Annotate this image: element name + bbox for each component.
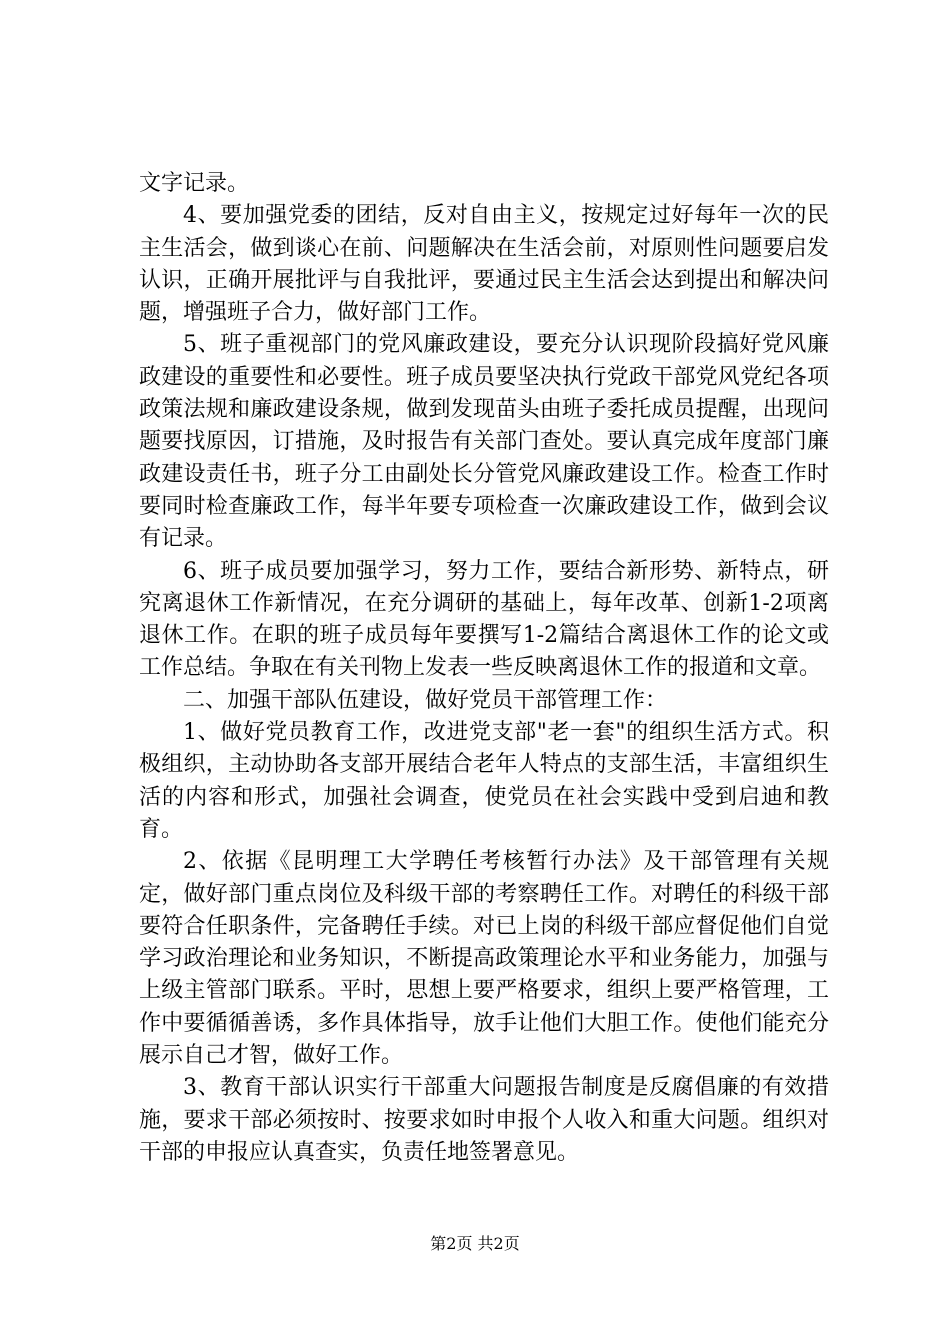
- paragraph-item-5: 5、班子重视部门的党风廉政建设，要充分认识现阶段搞好党风廉政建设的重要性和必要性。班子成员要坚决执行党政干部党风党纪各项政策法规和廉政建设条规，做到发现苗头由班子委托成员提醒，出现问题要找原因，订措施，及时报告有关部门查处。要认真完成年度部门廉政建设责任书，班子分工由副处长分管党风廉政建设工作。检查工作时要同时检查廉政工作，每半年要专项检查一次廉政建设工作，做到会议有记录。: [139, 332, 829, 552]
- document-body: [139, 168, 829, 1169]
- paragraph-sub-3: 3、教育干部认识实行干部重大问题报告制度是反腐倡廉的有效措施，要求干部必须按时、按要求如时申报个人收入和重大问题。组织对干部的申报应认真查实，负责任地签署意见。: [139, 1075, 829, 1165]
- paragraph-item-4: 4、要加强党委的团结，反对自由主义，按规定过好每年一次的民主生活会，做到谈心在前、问题解决在生活会前，对原则性问题要启发认识，正确开展批评与自我批评，要通过民主生活会达到提出和解决问题，增强班子合力，做好部门工作。: [139, 203, 829, 326]
- section-heading-2: 二、加强干部队伍建设，做好党员干部管理工作：: [183, 687, 668, 713]
- paragraph-continuation: 文字记录。: [139, 171, 250, 196]
- paragraph-item-6: 6、班子成员要加强学习，努力工作，要结合新形势、新特点，研究离退休工作新情况，在充分调研的基础上，每年改革、创新1-2项离退休工作。在职的班子成员每年要撰写1-2篇结合离退休工作的论文或工作总结。争取在有关刊物上发表一些反映离退休工作的报道和文章。: [139, 558, 829, 681]
- paragraph-sub-2: 2、依据《昆明理工大学聘任考核暂行办法》及干部管理有关规定，做好部门重点岗位及科级干部的考察聘任工作。对聘任的科级干部要符合任职条件，完备聘任手续。对已上岗的科级干部应督促他们自觉学习政治理论和业务知识，不断提高政策理论水平和业务能力，加强与上级主管部门联系。平时，思想上要严格要求，组织上要严格管理，工作中要循循善诱，多作具体指导，放手让他们大胆工作。使他们能充分展示自己才智，做好工作。: [139, 849, 829, 1069]
- page-number-footer: 第2页 共2页: [430, 1234, 520, 1253]
- paragraph-sub-1: 1、做好党员教育工作，改进党支部"老一套"的组织生活方式。积极组织，主动协助各支部开展结合老年人特点的支部生活，丰富组织生活的内容和形式，加强社会调查，使党员在社会实践中受到启迪和教育。: [139, 720, 829, 842]
